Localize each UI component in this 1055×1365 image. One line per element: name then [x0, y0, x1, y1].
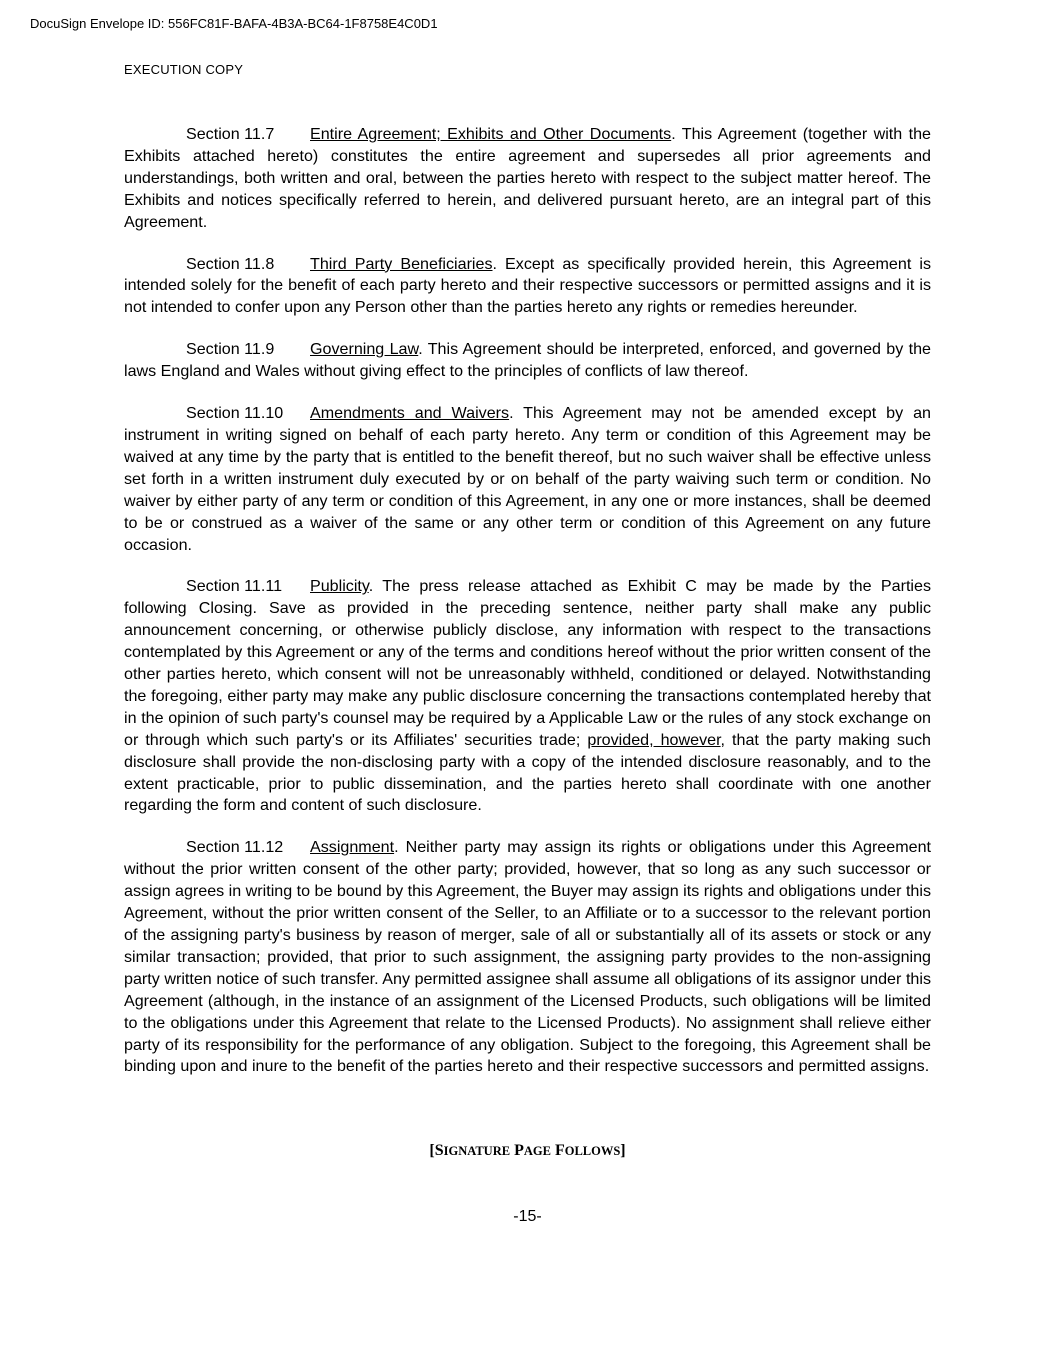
sig-word-1-rest: IGNATURE: [443, 1144, 511, 1158]
section-text: . This Agreement should be interpreted, enforced, and governed by the laws England and Wales without giving effect to the principles of conflicts of law thereof.: [124, 340, 931, 381]
section-number: Section 11.10: [186, 404, 284, 423]
section-heading: Third Party Beneficiaries: [310, 254, 493, 273]
document-body: [124, 124, 931, 1098]
section-heading: Amendments and Waivers: [310, 404, 510, 423]
section-number: Section 11.12: [186, 838, 284, 857]
section-text: . The press release attached as Exhibit C may be made by the Parties following Closing. Save as provided in the preceding sentence, neither party shall make any public announcement concerning, or otherwise publicly disclose, any information with respect to the transactions contemplated by this Agreement or any of the terms and conditions hereof without the prior written consent of the other parties hereto, which consent will not be unreasonably withheld, conditioned or delayed. Notwithstanding the foregoing, either party may make any public disclosure concerning the transactions contemplated hereby that in the opinion of such party's counsel may be required by a Applicable Law or the rules of any stock exchange on or through which such party's or its Affiliates' securities trade;: [124, 577, 931, 749]
section-11-7: [124, 124, 931, 234]
section-text: . This Agreement (together with the Exhibits attached hereto) constitutes the entire agreement and supersedes all prior agreements and understandings, both written and oral, between the parties hereto with respect to the subject matter hereof. The Exhibits and notices specifically referred to herein, and delivered pursuant hereto, are an integral part of this Agreement.: [124, 125, 931, 231]
sig-word-3-cap: F: [554, 1142, 565, 1159]
provided-however-emphasis: provided, however: [587, 730, 721, 749]
section-text-continued: , that the party making such disclosure shall provide the non-disclosing party with a copy of the intended disclosure reasonably, and to the extent practicable, prior to public dissemination, and the parties hereto shall coordinate with one another regarding the form and content of such disclosure.: [124, 730, 931, 815]
section-heading: Entire Agreement; Exhibits and Other Documents: [310, 125, 672, 143]
section-11-12: [124, 837, 931, 1078]
section-11-11: [124, 576, 931, 817]
page-number: -15-: [513, 1208, 542, 1225]
signature-page-follows: [0, 1142, 1055, 1160]
section-text: . Except as specifically provided herein, this Agreement is intended solely for the benefit of each party hereto and their respective successors or permitted assigns and it is not intended to confer upon any Person other than the parties hereto any rights or remedies hereunder.: [124, 254, 932, 317]
section-11-10: [124, 403, 931, 556]
docusign-envelope-id: DocuSign Envelope ID: 556FC81F-BAFA-4B3A-BC64-1F8758E4C0D1: [30, 16, 438, 31]
section-number: Section 11.8: [186, 254, 275, 273]
section-number: Section 11.7: [186, 125, 275, 143]
section-text: . This Agreement may not be amended except by an instrument in writing signed on behalf of each party hereto. Any term or condition of this Agreement may be waived at any time by the party that is entitled to the benefit thereof, but no such waiver shall be effective unless set forth in a written instrument duly executed by or on behalf of the party waiving such term or condition. No waiver by either party of any term or condition of this Agreement, in any one or more instances, shall be deemed to be or construed as a waiver of the same or any other term or condition of this Agreement on any future occasion.: [124, 404, 931, 554]
sig-word-3-rest: OLLOWS: [564, 1144, 621, 1158]
section-heading: Publicity: [310, 577, 369, 596]
sig-word-2-rest: AGE: [523, 1144, 551, 1158]
section-number: Section 11.11: [186, 577, 283, 596]
bracket-open: [: [429, 1142, 435, 1159]
section-11-8: [124, 254, 931, 320]
section-text: . Neither party may assign its rights or obligations under this Agreement without the prior written consent of the other party; provided, however, that so long as any such successor or assign agrees in writing to be bound by this Agreement, the Buyer may assign its rights and obligations under this Agreement, without the prior written consent of the Seller, to an Affiliate or to a successor to the relevant portion of the assigning party's business by reason of merger, sale of all or substantially all of its assets or stock or any similar transaction; provided, that prior to such assignment, the assigning party provides to the non-assigning party written notice of such transfer. Any permitted assignee shall assume all obligations of its assignor under this Agreement (although, in the instance of an assignment of the Licensed Products, such obligations will be limited to the obligations under this Agreement that relate to the Licensed Products). No assignment shall relieve either party of its responsibility for the performance of any obligation. Subject to the foregoing, this Agreement shall be binding upon and inure to the benefit of the parties hereto and their respective successors and permitted assigns.: [124, 838, 931, 1076]
section-number: Section 11.9: [186, 340, 275, 359]
execution-copy-label: EXECUTION COPY: [124, 62, 244, 77]
section-heading: Assignment: [310, 838, 395, 857]
section-11-9: [124, 339, 931, 383]
bracket-close: ]: [620, 1142, 626, 1159]
sig-word-1-cap: S: [434, 1142, 444, 1159]
section-heading: Governing Law: [310, 340, 419, 359]
sig-word-2-cap: P: [514, 1142, 524, 1159]
